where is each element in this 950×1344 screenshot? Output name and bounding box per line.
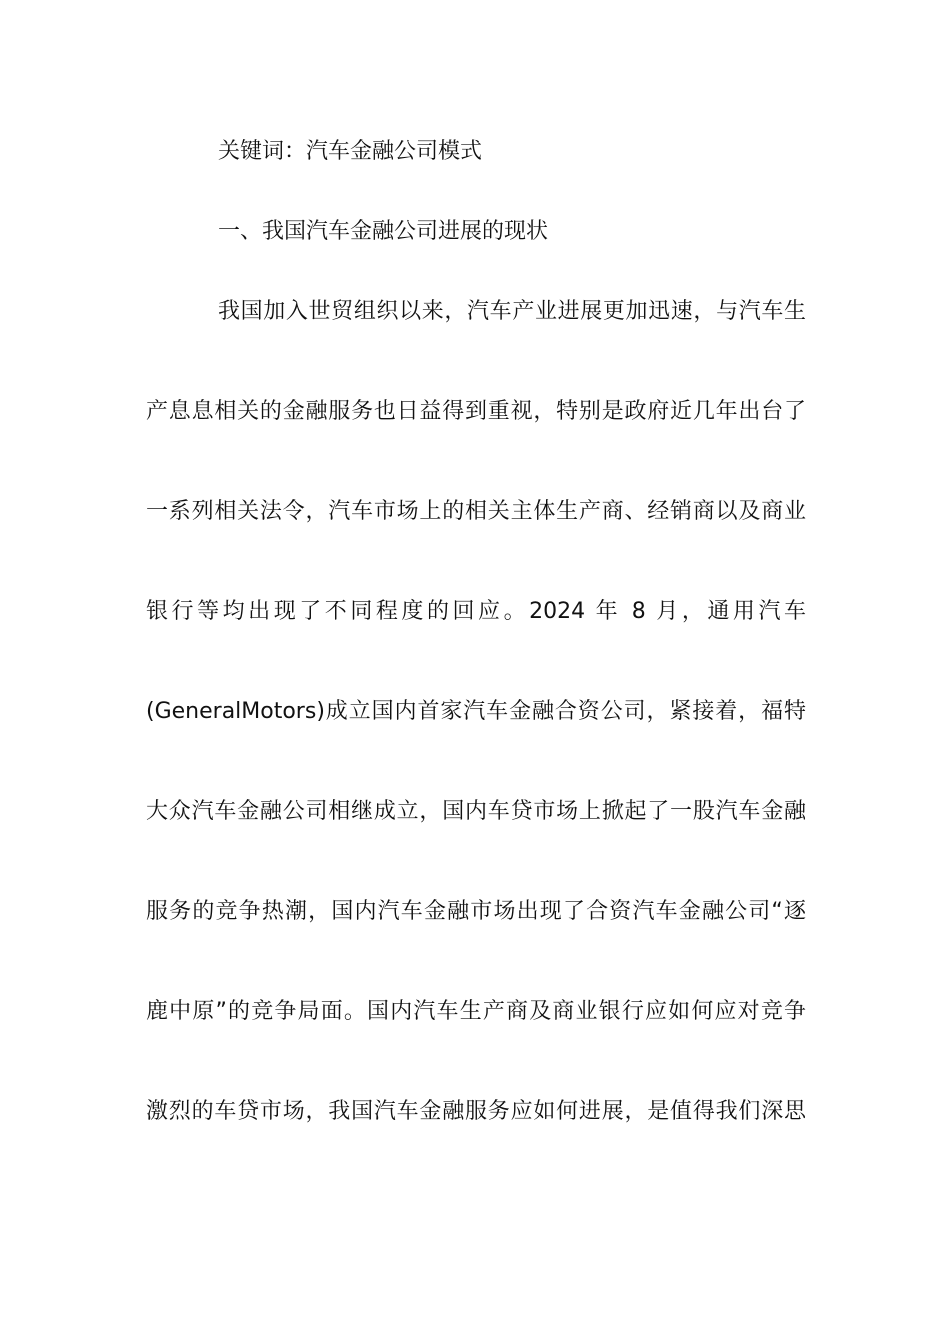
keywords-line: 关键词：汽车金融公司模式 [218,139,483,164]
paragraph-line: 一系列相关法令，汽车市场上的相关主体生产商、经销商以及商业 [146,499,806,524]
paragraph-line: 产息息相关的金融服务也日益得到重视，特别是政府近几年出台了 [146,399,806,424]
paragraph-line: (GeneralMotors)成立国内首家汽车金融合资公司，紧接着，福特 [146,699,806,724]
paragraph-line: 鹿中原”的竞争局面。国内汽车生产商及商业银行应如何应对竞争 [146,999,806,1024]
paragraph-line: 服务的竞争热潮，国内汽车金融市场出现了合资汽车金融公司“逐 [146,899,806,924]
paragraph-line: 大众汽车金融公司相继成立，国内车贷市场上掀起了一股汽车金融 [146,799,806,824]
section-heading: 一、我国汽车金融公司进展的现状 [218,219,549,244]
paragraph-line: 银行等均出现了不同程度的回应。2024 年 8 月，通用汽车 [146,599,806,624]
paragraph-line: 我国加入世贸组织以来，汽车产业进展更加迅速，与汽车生 [218,299,806,324]
paragraph-line: 激烈的车贷市场，我国汽车金融服务应如何进展，是值得我们深思 [146,1099,806,1124]
